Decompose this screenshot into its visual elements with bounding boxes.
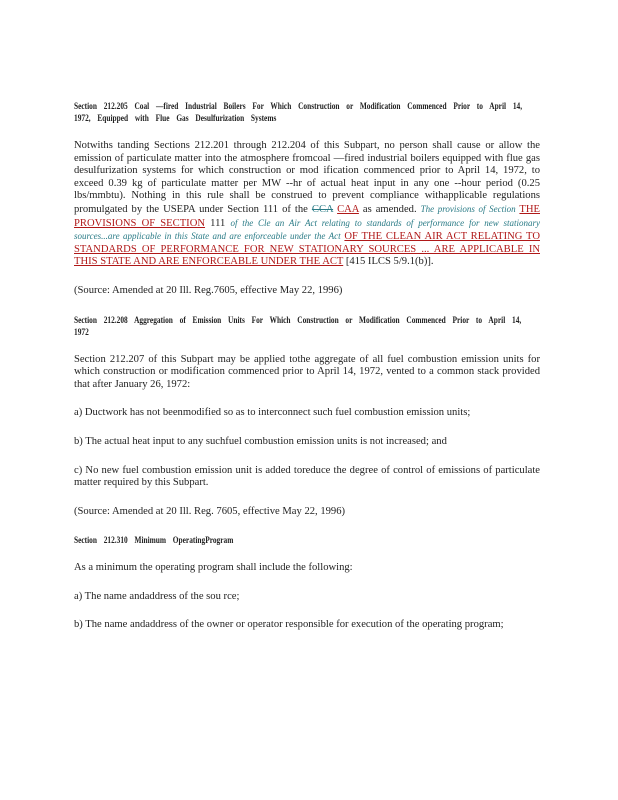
body-text: Notwiths tanding Sections 212.201 through 212.204 of this Subpart, no person shall cause or allow the emission of particulate matter into the atmosphere fromcoal —fired industrial boilers equipped with flue gas desulfurization systems for which construction or mod ification commenced prior to April 14, 1972, to exceed 0.39 kg of particulate matter per MW --hr of actual heat input in any one --hour period (0.25 lbs/mmbtu). Nothing in this rule shall be construed to prevent compliance withapplicable regulations promulgated by the USEPA under Section 111 of the xyxy=(74,140,540,215)
document-page xyxy=(74,100,540,632)
inserted-text-caa: CAA xyxy=(337,203,359,215)
list-item-b: b) The name andaddress of the owner or operator responsible for execution of the operating program; xyxy=(74,619,504,631)
body-text-as-amended: as amended. xyxy=(358,203,417,215)
list-item-a: a) The name andaddress of the sou rce; xyxy=(74,590,240,602)
deleted-text-cca: CCA xyxy=(311,203,334,215)
list-item-c: c) No new fuel combustion emission unit is added toreduce the degree of control of emissions of particulate matter required by this Subpart. xyxy=(74,464,540,489)
statute-citation: [415 ILCS 5/9.1(b)]. xyxy=(343,256,434,268)
inserted-text-provisions: THE PROVISIONS OF SECTION xyxy=(74,203,540,229)
section-212-310-body: As a minimum the operating program shall include the following: xyxy=(74,562,353,574)
source-note-212-208: (Source: Amended at 20 Ill. Reg. 7605, effective May 22, 1996) xyxy=(74,505,346,517)
section-212-208-body: Section 212.207 of this Subpart may be applied tothe aggregate of all fuel combustion emission units for which construction or modification commenced prior to April 14, 1972, vented to a common stack provided that after January 26, 1972: xyxy=(74,353,540,390)
source-note-212-205: (Source: Amended at 20 Ill. Reg.7605, effective May 22, 1996) xyxy=(74,284,343,296)
section-heading-212-310: Section 212.310 Minimum OperatingProgram xyxy=(74,535,234,546)
deleted-text-clean-air-act: of the Cle an Air Act relating to standards of performance for new stationary sources...are applicable in this State and are enforceable under the Act xyxy=(74,217,540,242)
inserted-text-clean-air-act: OF THE CLEAN AIR ACT RELATING TO STANDARDS OF PERFORMANCE FOR NEW STATIONARY SOURCES ... ARE APPLICABLE IN THIS STATE AND ARE ENFORCEABLE UNDER THE ACT xyxy=(74,231,540,268)
section-heading-212-208: Section 212.208 Aggregation of Emission Units For Which Construction or Modification Commenced Prior to April 14, 1972 xyxy=(74,314,522,337)
list-item-a: a) Ductwork has not beenmodified so as to interconnect such fuel combustion emission units; xyxy=(74,407,471,419)
section-heading-212-205: Section 212.205 Coal —fired Industrial Boilers For Which Construction or Modification Commenced Prior to April 14, 1972, Equipped with Flue Gas Desulfurization Systems xyxy=(74,101,523,123)
deleted-text-provisions: The provisions of Section xyxy=(420,203,516,214)
list-item-b: b) The actual heat input to any suchfuel combustion emission units is not increased; and xyxy=(74,435,447,447)
section-212-205-body xyxy=(74,140,540,269)
body-text-111: 111 xyxy=(205,217,231,229)
